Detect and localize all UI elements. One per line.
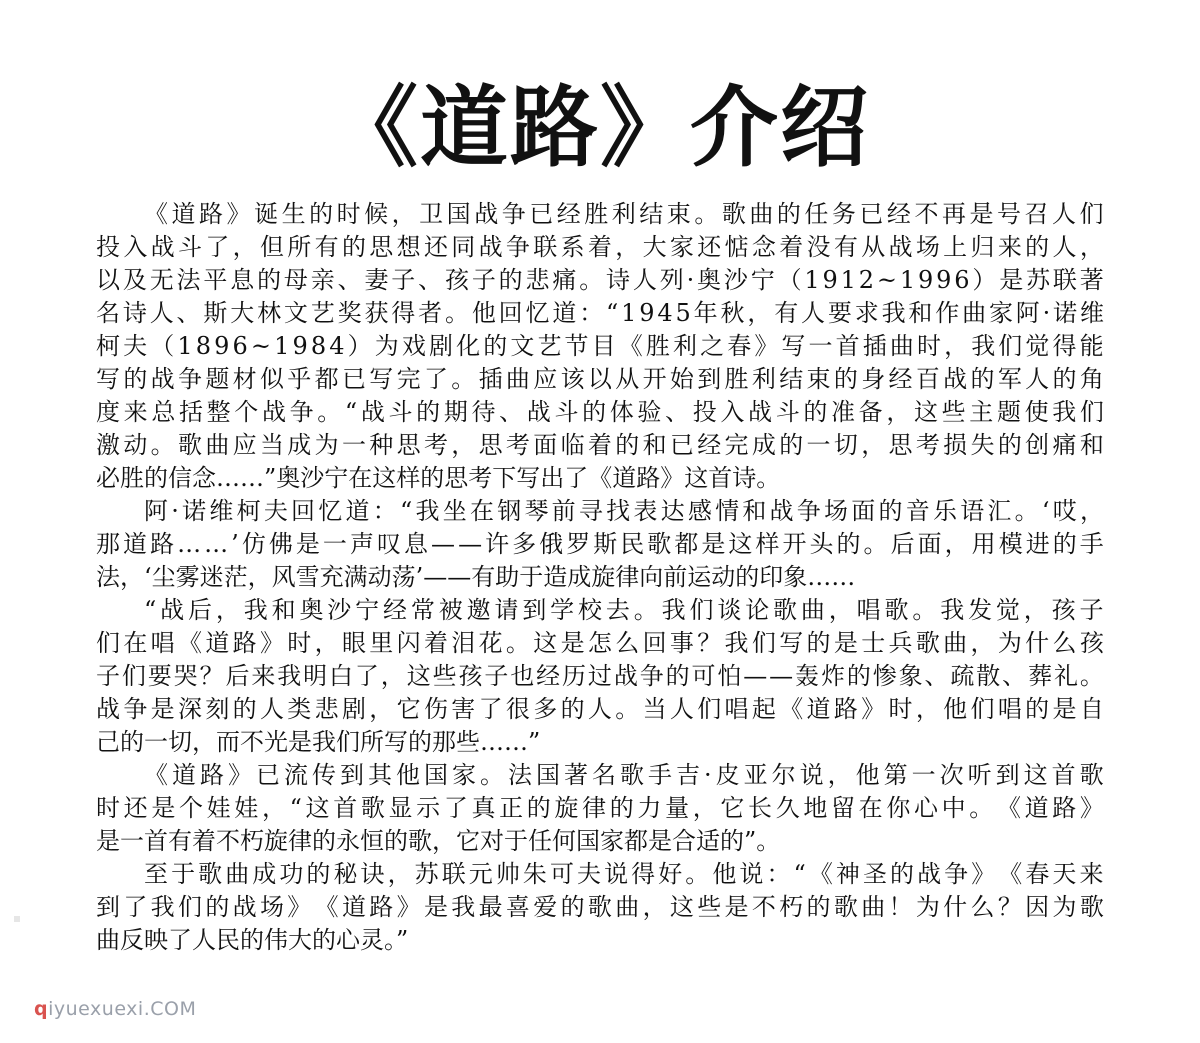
watermark-initial: q	[34, 998, 49, 1020]
text-line: 是一首有着不朽旋律的永恒的歌，它对于任何国家都是合适的”。	[96, 827, 781, 855]
text-line: 至 于 歌 曲 成 功 的 秘 诀 ， 苏 联 元 帅 朱 可 夫 说 得 好 。 他 说 ： “ 《 神 圣 的 战 争 》 《 春 天 来	[144, 860, 1104, 888]
text-line: 们 在 唱 《 道 路 》 时 ， 眼 里 闪 着 泪 花 。 这 是 怎 么 回 事 ？ 我 们 写 的 是 士 兵 歌 曲 ， 为 什 么 孩	[96, 629, 1104, 657]
site-watermark	[34, 998, 196, 1020]
text-line: 曲反映了人民的伟大的心灵。”	[96, 926, 409, 954]
text-line: 以 及 无 法 平 息 的 母 亲 、 妻 子 、 孩 子 的 悲 痛 。 诗 人 列 · 奥 沙 宁 （ 1 9 1 2 ~ 1 9 9 6 ） 是 苏 联 著	[96, 266, 1104, 294]
text-line: 度 来 总 括 整 个 战 争 。 “ 战 斗 的 期 待 、 战 斗 的 体 验 、 投 入 战 斗 的 准 备 ， 这 些 主 题 使 我 们	[96, 398, 1104, 426]
text-line: “ 战 后 ， 我 和 奥 沙 宁 经 常 被 邀 请 到 学 校 去 。 我 们 谈 论 歌 曲 ， 唱 歌 。 我 发 觉 ， 孩 子	[144, 596, 1104, 624]
document-title: 《道路》介绍	[329, 76, 870, 179]
text-line: 《 道 路 》 已 流 传 到 其 他 国 家 。 法 国 著 名 歌 手 吉 · 皮 亚 尔 说 ， 他 第 一 次 听 到 这 首 歌	[144, 761, 1104, 789]
text-line: 《 道 路 》 诞 生 的 时 候 ， 卫 国 战 争 已 经 胜 利 结 束 。 歌 曲 的 任 务 已 经 不 再 是 号 召 人 们	[144, 200, 1104, 228]
article-body	[96, 198, 1104, 957]
scan-mark	[14, 916, 20, 922]
text-line: 到 了 我 们 的 战 场 》 《 道 路 》 是 我 最 喜 爱 的 歌 曲 ， 这 些 是 不 朽 的 歌 曲 ！ 为 什 么 ？ 因 为 歌	[96, 893, 1104, 921]
text-line: 写 的 战 争 题 材 似 乎 都 已 写 完 了 。 插 曲 应 该 以 从 开 始 到 胜 利 结 束 的 身 经 百 战 的 军 人 的 角	[96, 365, 1104, 393]
text-line: 激 动 。 歌 曲 应 当 成 为 一 种 思 考 ， 思 考 面 临 着 的 和 已 经 完 成 的 一 切 ， 思 考 损 失 的 创 痛 和	[96, 431, 1104, 459]
text-line: 子 们 要 哭 ？ 后 来 我 明 白 了 ， 这 些 孩 子 也 经 历 过 战 争 的 可 怕 — — 轰 炸 的 惨 象 、 疏 散 、 葬 礼 。	[96, 662, 1104, 690]
text-line: 时 还 是 个 娃 娃 ， “ 这 首 歌 显 示 了 真 正 的 旋 律 的 力 量 ， 它 长 久 地 留 在 你 心 中 。 《 道 路 》	[96, 794, 1104, 822]
text-line: 战 争 是 深 刻 的 人 类 悲 剧 ， 它 伤 害 了 很 多 的 人 。 当 人 们 唱 起 《 道 路 》 时 ， 他 们 唱 的 是 自	[96, 695, 1104, 723]
text-line: 柯 夫 （ 1 8 9 6 ~ 1 9 8 4 ） 为 戏 剧 化 的 文 艺 节 目 《 胜 利 之 春 》 写 一 首 插 曲 时 ， 我 们 觉 得 能	[96, 332, 1104, 360]
watermark-text: iyuexuexi.COM	[48, 998, 197, 1020]
text-line: 名 诗 人 、 斯 大 林 文 艺 奖 获 得 者 。 他 回 忆 道 ： “ 1 9 4 5 年 秋 ， 有 人 要 求 我 和 作 曲 家 阿 · 诺 维	[96, 299, 1104, 327]
text-line: 阿 · 诺 维 柯 夫 回 忆 道 ： “ 我 坐 在 钢 琴 前 寻 找 表 达 感 情 和 战 争 场 面 的 音 乐 语 汇 。 ‘ 哎 ，	[144, 497, 1104, 525]
text-line: 法，‘尘雾迷茫，风雪充满动荡’——有助于造成旋律向前运动的印象……	[96, 563, 856, 591]
text-line: 己的一切，而不光是我们所写的那些……”	[96, 728, 541, 756]
text-line: 那 道 路 … … ’ 仿 佛 是 一 声 叹 息 — — 许 多 俄 罗 斯 民 歌 都 是 这 样 开 头 的 。 后 面 ， 用 模 进 的 手	[96, 530, 1104, 558]
text-line: 必胜的信念……”奥沙宁在这样的思考下写出了《道路》这首诗。	[96, 464, 781, 492]
text-line: 投 入 战 斗 了 ， 但 所 有 的 思 想 还 同 战 争 联 系 着 ， 大 家 还 惦 念 着 没 有 从 战 场 上 归 来 的 人 ，	[96, 233, 1104, 261]
